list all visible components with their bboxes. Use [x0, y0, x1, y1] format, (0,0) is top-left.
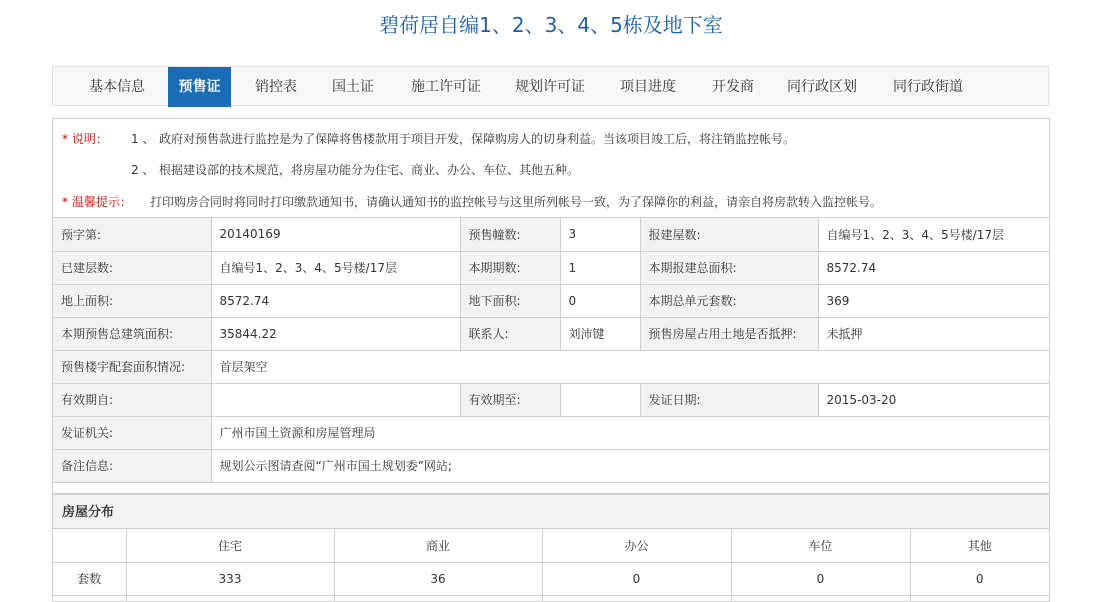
- built-floors-label: 已建层数:: [53, 251, 211, 284]
- column-header-parking: 车位: [731, 529, 910, 562]
- cell-commercial: 36: [334, 562, 542, 595]
- above-area-value: 8572.74: [211, 284, 460, 317]
- distribution-heading: 房屋分布: [53, 493, 1049, 529]
- reported-floors-label: 报建屋数:: [640, 218, 818, 251]
- total-units-value: 369: [818, 284, 1049, 317]
- table-cell: [334, 595, 542, 602]
- note-1-number: 1 、: [131, 132, 155, 146]
- table-row: [53, 416, 1049, 449]
- tab-presale-permit[interactable]: 预售证: [168, 67, 231, 107]
- tab-same-street[interactable]: 同行政街道: [893, 79, 963, 95]
- built-floors-value: 自编号1、2、3、4、5号楼/17层: [211, 251, 460, 284]
- issue-date-value: 2015-03-20: [818, 383, 1049, 416]
- permit-no-value: 20140169: [211, 218, 460, 251]
- presale-area-label: 本期预售总建筑面积:: [53, 317, 211, 350]
- tab-sales-control[interactable]: 销控表: [255, 79, 297, 95]
- reported-area-label: 本期报建总面积:: [640, 251, 818, 284]
- permit-info-table: [53, 218, 1049, 483]
- reported-area-value: 8572.74: [818, 251, 1049, 284]
- column-header-residential: 住宅: [126, 529, 334, 562]
- note-1-text: 政府对预售款进行监控是为了保障将售楼款用于项目开发，保障购房人的切身利益。当该项目竣工后，将注销监控帐号。: [159, 132, 796, 146]
- column-header-other: 其他: [910, 529, 1049, 562]
- table-cell: [542, 595, 731, 602]
- tip-text: 打印购房合同时将同时打印缴款通知书，请确认通知书的监控帐号与这里所列帐号一致，为了保障你的利益，请亲自将房款转入监控帐号。: [150, 195, 883, 209]
- total-units-label: 本期总单元套数:: [640, 284, 818, 317]
- cell-parking: 0: [731, 562, 910, 595]
- tab-same-district[interactable]: 同行政区划: [787, 79, 857, 95]
- issue-date-label: 发证日期:: [640, 383, 818, 416]
- period-label: 本期期数:: [460, 251, 560, 284]
- valid-from-label: 有效期自:: [53, 383, 211, 416]
- table-cell: [910, 595, 1049, 602]
- column-header-office: 办公: [542, 529, 731, 562]
- note-2-number: 2 、: [131, 163, 155, 177]
- tab-planning-permit[interactable]: 规划许可证: [515, 79, 585, 95]
- table-header-row: [53, 529, 1049, 562]
- valid-from-value: [211, 383, 460, 416]
- permit-no-label: 预字第:: [53, 218, 211, 251]
- table-row: [53, 562, 1049, 595]
- contact-value: 刘沛键: [560, 317, 640, 350]
- remarks-label: 备注信息:: [53, 449, 211, 482]
- page-title: 碧荷居自编1、2、3、4、5栋及地下室: [379, 13, 723, 37]
- below-area-value: 0: [560, 284, 640, 317]
- note-2-text: 根据建设部的技术规范，将房屋功能分为住宅、商业、办公、车位、其他五种。: [159, 163, 580, 177]
- tab-construction-permit[interactable]: 施工许可证: [411, 79, 481, 95]
- mortgage-label: 预售房屋占用土地是否抵押:: [640, 317, 818, 350]
- table-cell: [731, 595, 910, 602]
- tab-bar: [52, 66, 1049, 106]
- supporting-area-value: 首层架空: [211, 350, 1049, 383]
- cell-office: 0: [542, 562, 731, 595]
- supporting-area-label: 预售楼宇配套面积情况:: [53, 350, 211, 383]
- column-header: [53, 529, 126, 562]
- row-label: 套数: [53, 562, 126, 595]
- tab-developer[interactable]: 开发商: [712, 79, 754, 95]
- period-value: 1: [560, 251, 640, 284]
- table-row: [53, 251, 1049, 284]
- presale-buildings-label: 预售幢数:: [460, 218, 560, 251]
- notes-section: [53, 119, 1049, 218]
- tip-label: * 温馨提示：: [62, 195, 132, 209]
- explain-label: * 说明：: [62, 132, 108, 146]
- tab-land-cert[interactable]: 国土证: [332, 79, 374, 95]
- table-cell: [126, 595, 334, 602]
- presale-buildings-value: 3: [560, 218, 640, 251]
- table-row: [53, 383, 1049, 416]
- cell-other: 0: [910, 562, 1049, 595]
- presale-area-value: 35844.22: [211, 317, 460, 350]
- valid-to-value: [560, 383, 640, 416]
- tab-basic-info[interactable]: 基本信息: [89, 79, 145, 95]
- column-header-commercial: 商业: [334, 529, 542, 562]
- contact-label: 联系人:: [460, 317, 560, 350]
- mortgage-value: 未抵押: [818, 317, 1049, 350]
- below-area-label: 地下面积:: [460, 284, 560, 317]
- table-row: [53, 218, 1049, 251]
- table-row: [53, 284, 1049, 317]
- table-row: [53, 350, 1049, 383]
- issuer-value: 广州市国土资源和房屋管理局: [211, 416, 1049, 449]
- above-area-label: 地上面积:: [53, 284, 211, 317]
- table-row: [53, 595, 1049, 602]
- distribution-table: [53, 529, 1049, 602]
- tab-project-progress[interactable]: 项目进度: [620, 79, 676, 95]
- table-row: [53, 449, 1049, 482]
- table-cell: [53, 595, 126, 602]
- presale-permit-panel: [52, 118, 1050, 602]
- cell-residential: 333: [126, 562, 334, 595]
- valid-to-label: 有效期至:: [460, 383, 560, 416]
- table-row: [53, 317, 1049, 350]
- issuer-label: 发证机关:: [53, 416, 211, 449]
- remarks-value: 规划公示图请查阅“广州市国土规划委”网站;: [211, 449, 1049, 482]
- reported-floors-value: 自编号1、2、3、4、5号楼/17层: [818, 218, 1049, 251]
